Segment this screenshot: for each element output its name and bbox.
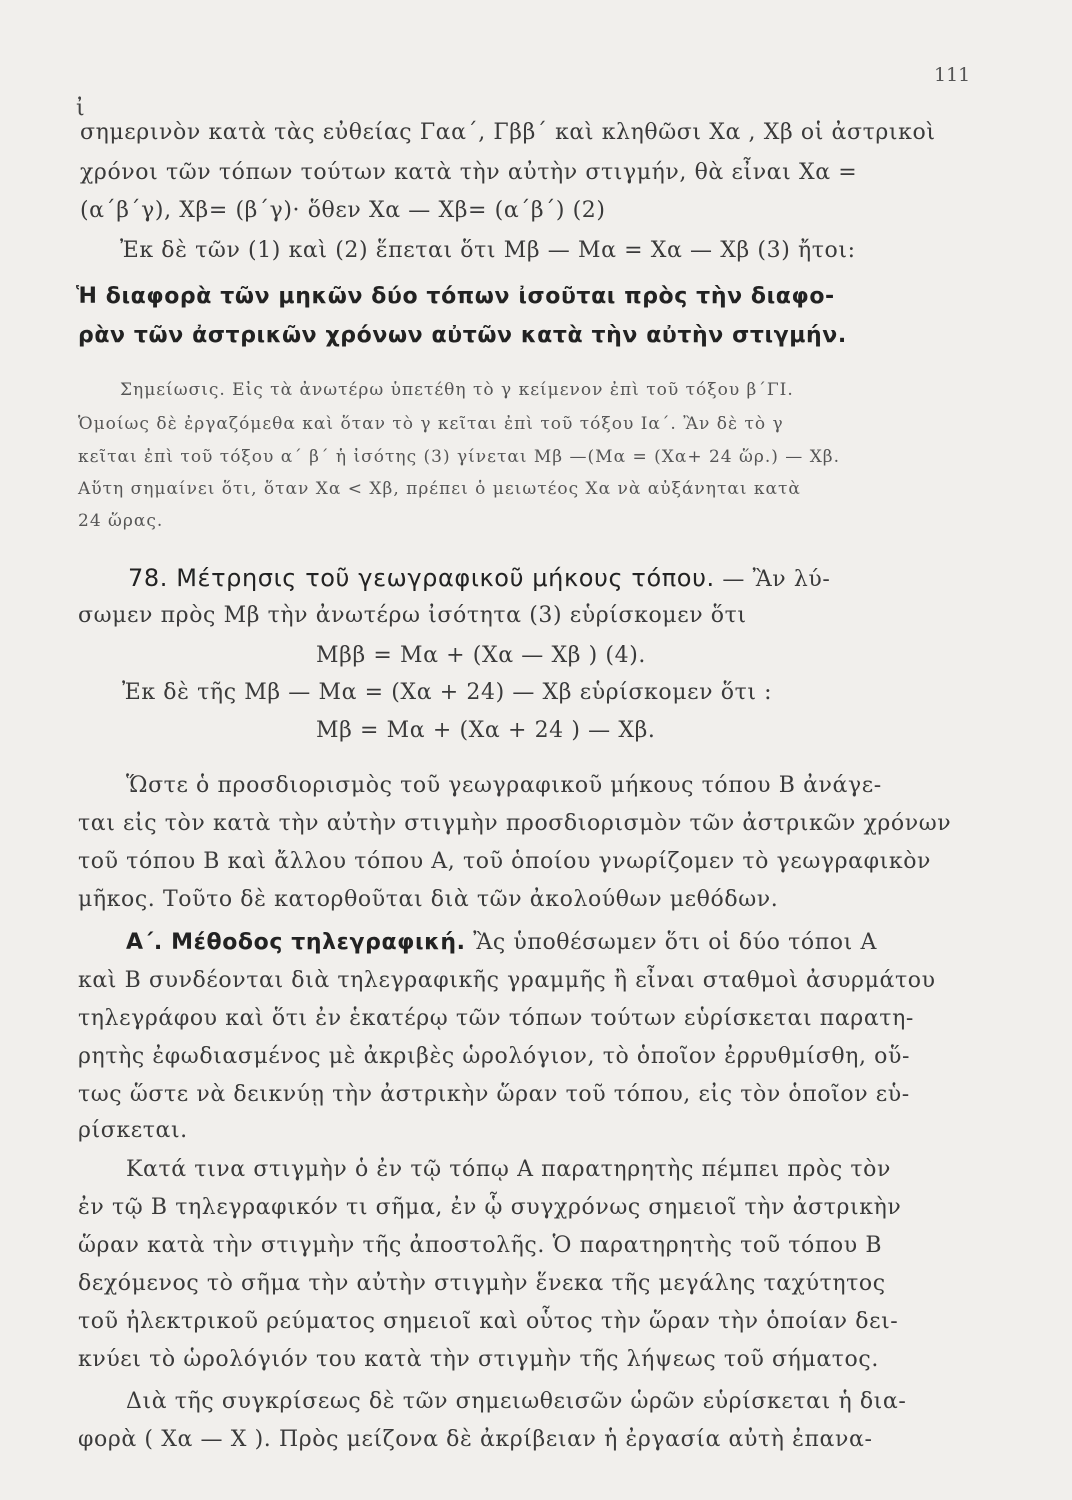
method-a-first-line-tail: Ἂς ὑποθέσωμεν ὅτι οἱ δύο τόποι Α [465, 930, 877, 955]
method-a-line-5: τως ὥστε νὰ δεικνύῃ τὴν ἀστρικὴν ὥραν τοῦ τόπου, εἰς τὸν ὁποῖον εὑ- [78, 1082, 910, 1107]
page-number: 111 [934, 64, 971, 86]
method-a-first-line [126, 930, 877, 955]
method-a-line-4: ρητὴς ἐφωδιασμένος μὲ ἀκριβὲς ὡρολόγιον, τὸ ὁποῖον ἐρρυθμίσθη, οὕ- [78, 1044, 910, 1069]
note-line-1: Σημείωσις. Εἰς τὰ ἀνωτέρω ὑπετέθη τὸ γ κείμενον ἐπὶ τοῦ τόξου β΄ΓΙ. [120, 380, 794, 400]
bold-statement-line-1: Ἡ διαφορὰ τῶν μηκῶν δύο τόπων ἰσοῦται πρὸς τὴν διαφο- [76, 284, 835, 309]
para-kata-line-4: δεχόμενος τὸ σῆμα τὴν αὐτὴν στιγμὴν ἕνεκα τῆς μεγάλης ταχύτητος [78, 1271, 886, 1296]
para1-line-1: σημερινὸν κατὰ τὰς εὐθείας Γαα΄, Γββ΄ καὶ κληθῶσι Χα , Χβ οἱ ἀστρικοὶ [80, 120, 936, 145]
para-wste-line-3: τοῦ τόπου Β καὶ ἄλλου τόπου Α, τοῦ ὁποίου γνωρίζομεν τὸ γεωγραφικὸν [78, 849, 932, 874]
para-wste-line-1: Ὥστε ὁ προσδιορισμὸς τοῦ γεωγραφικοῦ μήκους τόπου Β ἀνάγε- [126, 773, 882, 798]
para-dia-line-1: Διὰ τῆς συγκρίσεως δὲ τῶν σημειωθεισῶν ὡρῶν εὑρίσκεται ἡ δια- [126, 1389, 907, 1414]
method-a-heading: Α΄. Μέθοδος τηλεγραφική. [126, 930, 466, 955]
note-line-2: Ὁμοίως δὲ ἐργαζόμεθα καὶ ὅταν τὸ γ κεῖται ἐπὶ τοῦ τόξου Ια΄. Ἂν δὲ τὸ γ [78, 414, 784, 434]
method-a-line-2: καὶ Β συνδέονται διὰ τηλεγραφικῆς γραμμῆς ἢ εἶναι σταθμοὶ ἀσυρμάτου [78, 968, 936, 993]
para-kata-line-2: ἐν τῷ Β τηλεγραφικόν τι σῆμα, ἐν ᾧ συγχρόνως σημειοῖ τὴν ἀστρικὴν [78, 1195, 902, 1220]
equation-4: Μββ = Μα + (Χα — Χβ ) (4). [316, 643, 646, 668]
para-kata-line-6: κνύει τὸ ὡρολόγιόν του κατὰ τὴν στιγμὴν τῆς λήψεως τοῦ σήματος. [78, 1347, 879, 1372]
equation-5: Μβ = Μα + (Χα + 24 ) — Χβ. [316, 718, 656, 743]
section-78-heading-line [128, 564, 830, 592]
para-kata-line-1: Κατά τινα στιγμὴν ὁ ἐν τῷ τόπῳ Α παρατηρητὴς πέμπει πρὸς τὸν [126, 1157, 891, 1182]
para1-line-4: Ἐκ δὲ τῶν (1) καὶ (2) ἕπεται ὅτι Μβ — Μα = Χα — Χβ (3) ἤτοι: [120, 238, 856, 263]
note-line-3: κεῖται ἐπὶ τοῦ τόξου α΄ β΄ ἡ ἰσότης (3) γίνεται Μβ —(Μα = (Χα+ 24 ὥρ.) — Χβ. [78, 447, 841, 467]
section-78-heading: 78. Μέτρησις τοῦ γεωγραφικοῦ μήκους τόπου. [128, 564, 715, 592]
para-kata-line-3: ὥραν κατὰ τὴν στιγμὴν τῆς ἀποστολῆς. Ὁ παρατηρητὴς τοῦ τόπου Β [78, 1233, 883, 1258]
bold-statement-line-2: ρὰν τῶν ἀστρικῶν χρόνων αὐτῶν κατὰ τὴν αὐτὴν στιγμήν. [78, 323, 847, 348]
method-a-line-3: τηλεγράφου καὶ ὅτι ἐν ἑκατέρῳ τῶν τόπων τούτων εὑρίσκεται παρατη- [78, 1006, 914, 1031]
para-wste-line-2: ται εἰς τὸν κατὰ τὴν αὐτὴν στιγμὴν προσδιορισμὸν τῶν ἀστρικῶν χρόνων [78, 811, 952, 836]
method-a-line-6: ρίσκεται. [78, 1118, 188, 1143]
note-line-5: 24 ὥρας. [78, 511, 164, 531]
para-kata-line-5: τοῦ ἠλεκτρικοῦ ρεύματος σημειοῖ καὶ οὗτος τὴν ὥραν τὴν ὁποίαν δει- [78, 1309, 899, 1334]
para-wste-line-4: μῆκος. Τοῦτο δὲ κατορθοῦται διὰ τῶν ἀκολούθων μεθόδων. [78, 887, 779, 912]
para1-equation-2: (α΄β΄γ), Χβ= (β΄γ)· ὅθεν Χα — Χβ= (α΄β΄) (2) [80, 198, 606, 223]
section-78-heading-tail: — Ἂν λύ- [714, 567, 831, 592]
para1-line-2: χρόνοι τῶν τόπων τούτων κατὰ τὴν αὐτὴν στιγμήν, θὰ εἶναι Χα = [80, 160, 858, 185]
section-78-line-1: σωμεν πρὸς Μβ τὴν ἀνωτέρω ἰσότητα (3) εὑρίσκομεν ὅτι [78, 603, 747, 628]
note-line-4: Αὕτη σημαίνει ὅτι, ὅταν Χα < Χβ, πρέπει ὁ μειωτέος Χα νὰ αὐξάνηται κατὰ [78, 479, 801, 499]
para-dia-line-2: φορὰ ( Χα — Χ ). Πρὸς μείζονα δὲ ἀκρίβειαν ἡ ἐργασία αὐτὴ ἐπανα- [78, 1427, 873, 1452]
section-78-line-3: Ἐκ δὲ τῆς Μβ — Μα = (Χα + 24) — Χβ εὑρίσκομεν ὅτι : [122, 680, 773, 705]
accent-mark: ἰ [76, 96, 85, 121]
